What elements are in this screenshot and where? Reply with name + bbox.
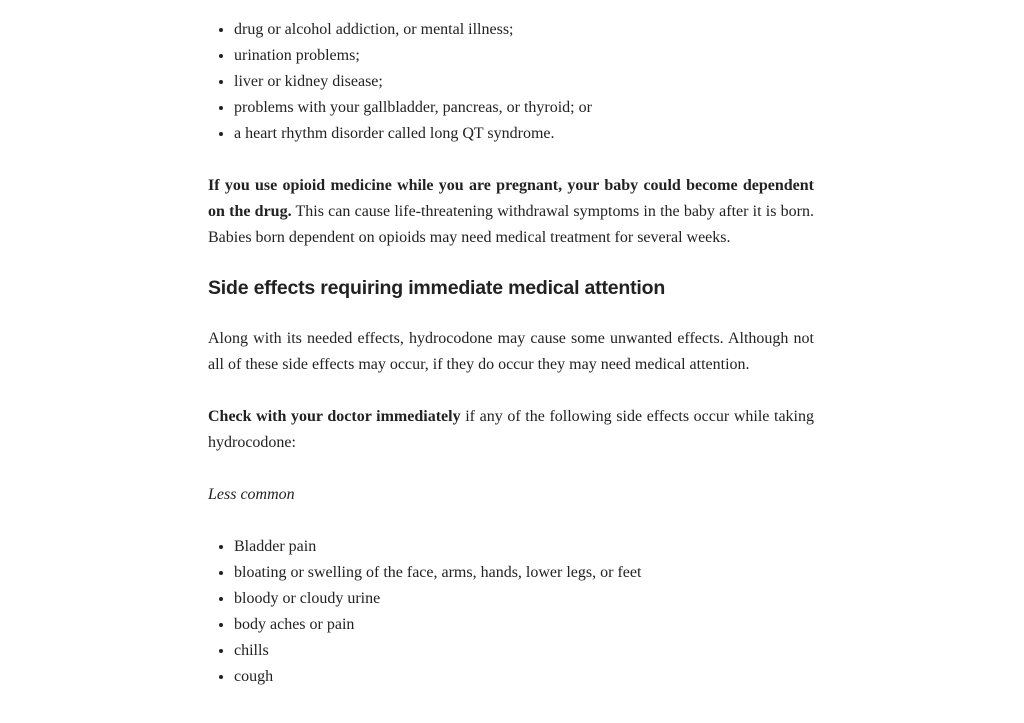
list-item: • a heart rhythm disorder called long QT syndrome. (234, 121, 814, 147)
list-item: • cough (234, 664, 814, 690)
frequency-label (208, 482, 814, 508)
frequency-label-text: Less common (208, 486, 295, 503)
article-content (208, 17, 814, 690)
list-item: • bloody or cloudy urine (234, 586, 814, 612)
list-item: • problems with your gallbladder, pancreas, or thyroid; or (234, 95, 814, 121)
precautions-list (208, 17, 814, 147)
pregnancy-warning-bold: If you use opioid medicine while you are pregnant, your baby could become dependent on the drug. (208, 177, 814, 220)
pregnancy-warning-paragraph (208, 173, 814, 251)
list-item: • body aches or pain (234, 612, 814, 638)
side-effects-list (208, 534, 814, 690)
list-item: • liver or kidney disease; (234, 69, 814, 95)
pregnancy-warning-text: This can cause life-threatening withdrawal symptoms in the baby after it is born. Babies born dependent on opioids may need medical treatment for several weeks. (208, 203, 815, 246)
list-item: • urination problems; (234, 43, 814, 69)
check-doctor-bold: Check with your doctor immediately (208, 408, 461, 425)
list-item: • Bladder pain (234, 534, 814, 560)
check-doctor-text: if any of the following side effects occur while taking hydrocodone: (208, 408, 815, 451)
list-item: • chills (234, 638, 814, 664)
intro-paragraph: Along with its needed effects, hydrocodone may cause some unwanted effects. Although not all of these side effects may occur, if they do occur they may need medical attention. (208, 330, 814, 373)
list-item: • bloating or swelling of the face, arms, hands, lower legs, or feet (234, 560, 814, 586)
section-heading: Side effects requiring immediate medical attention (208, 277, 666, 299)
check-doctor-paragraph (208, 404, 814, 456)
list-item: • drug or alcohol addiction, or mental illness; (234, 17, 814, 43)
